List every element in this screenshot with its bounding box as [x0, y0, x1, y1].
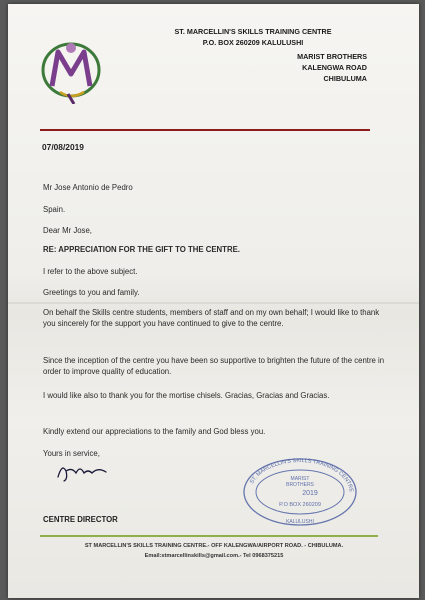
paragraph-3: On behalf the Skills centre students, members of staff and on my own behalf; I would like to thank you sincerely for the support you have continued to give to the centre. [43, 308, 380, 329]
stamp-date: 2019 [302, 490, 318, 497]
stamp-town: KALULUSHI [286, 519, 314, 525]
recipient-country: Spain. [43, 205, 66, 214]
header-address-line3: CHIBULUMA [323, 74, 367, 83]
paragraph-2: Greetings to you and family. [43, 288, 140, 297]
header-org-block [168, 26, 338, 48]
signatory-title: CENTRE DIRECTOR [43, 515, 118, 524]
footer-address: ST MARCELLIN'S SKILLS TRAINING CENTRE.- OFF KALENGWA/AIRPORT ROAD. - CHIBULUMA. [84, 543, 344, 549]
marist-logo-icon [38, 34, 104, 104]
paragraph-1: I refer to the above subject. [43, 267, 138, 276]
salutation: Dear Mr Jose, [43, 226, 92, 235]
footer-contact: Email:stmarcellinskills@gmail.com.- Tel 0968375215 [144, 553, 284, 559]
paragraph-4: Since the inception of the centre you have been so supportive to brighten the future of the centre in order to improve quality of education. [43, 356, 385, 377]
footer-divider [40, 535, 378, 537]
stamp-line1: MARIST [290, 476, 310, 482]
header-address-line1: MARIST BROTHERS [297, 52, 367, 61]
handwritten-signature [54, 459, 114, 485]
paragraph-5: I would like also to thank you for the mortise chisels. Gracias, Gracias and Gracias. [43, 391, 330, 400]
header-address-line2: KALENGWA ROAD [302, 63, 367, 72]
subject-line: RE: APPRECIATION FOR THE GIFT TO THE CENTRE. [43, 245, 240, 254]
header-address-block [297, 51, 367, 84]
paragraph-6: Kindly extend our appreciations to the family and God bless you. [43, 427, 266, 436]
letter-page [8, 4, 419, 598]
header-org-name: ST. MARCELLIN'S SKILLS TRAINING CENTRE [174, 27, 332, 36]
official-stamp [240, 454, 360, 526]
header-po-box: P.O. BOX 260209 KALULUSHI [202, 38, 304, 47]
letter-date: 07/08/2019 [42, 142, 84, 152]
closing: Yours in service, [43, 449, 100, 458]
stamp-arc-text: ST. MARCELLIN'S SKILLS TRAINING CENTRE [249, 457, 354, 493]
stamp-po-box: P.O BOX 260209 [279, 502, 321, 508]
header-divider [40, 129, 370, 131]
footer [28, 541, 400, 561]
paper-fold [8, 302, 419, 304]
stamp-line2: BROTHERS [286, 482, 314, 488]
recipient-name: Mr Jose Antonio de Pedro [43, 183, 133, 192]
